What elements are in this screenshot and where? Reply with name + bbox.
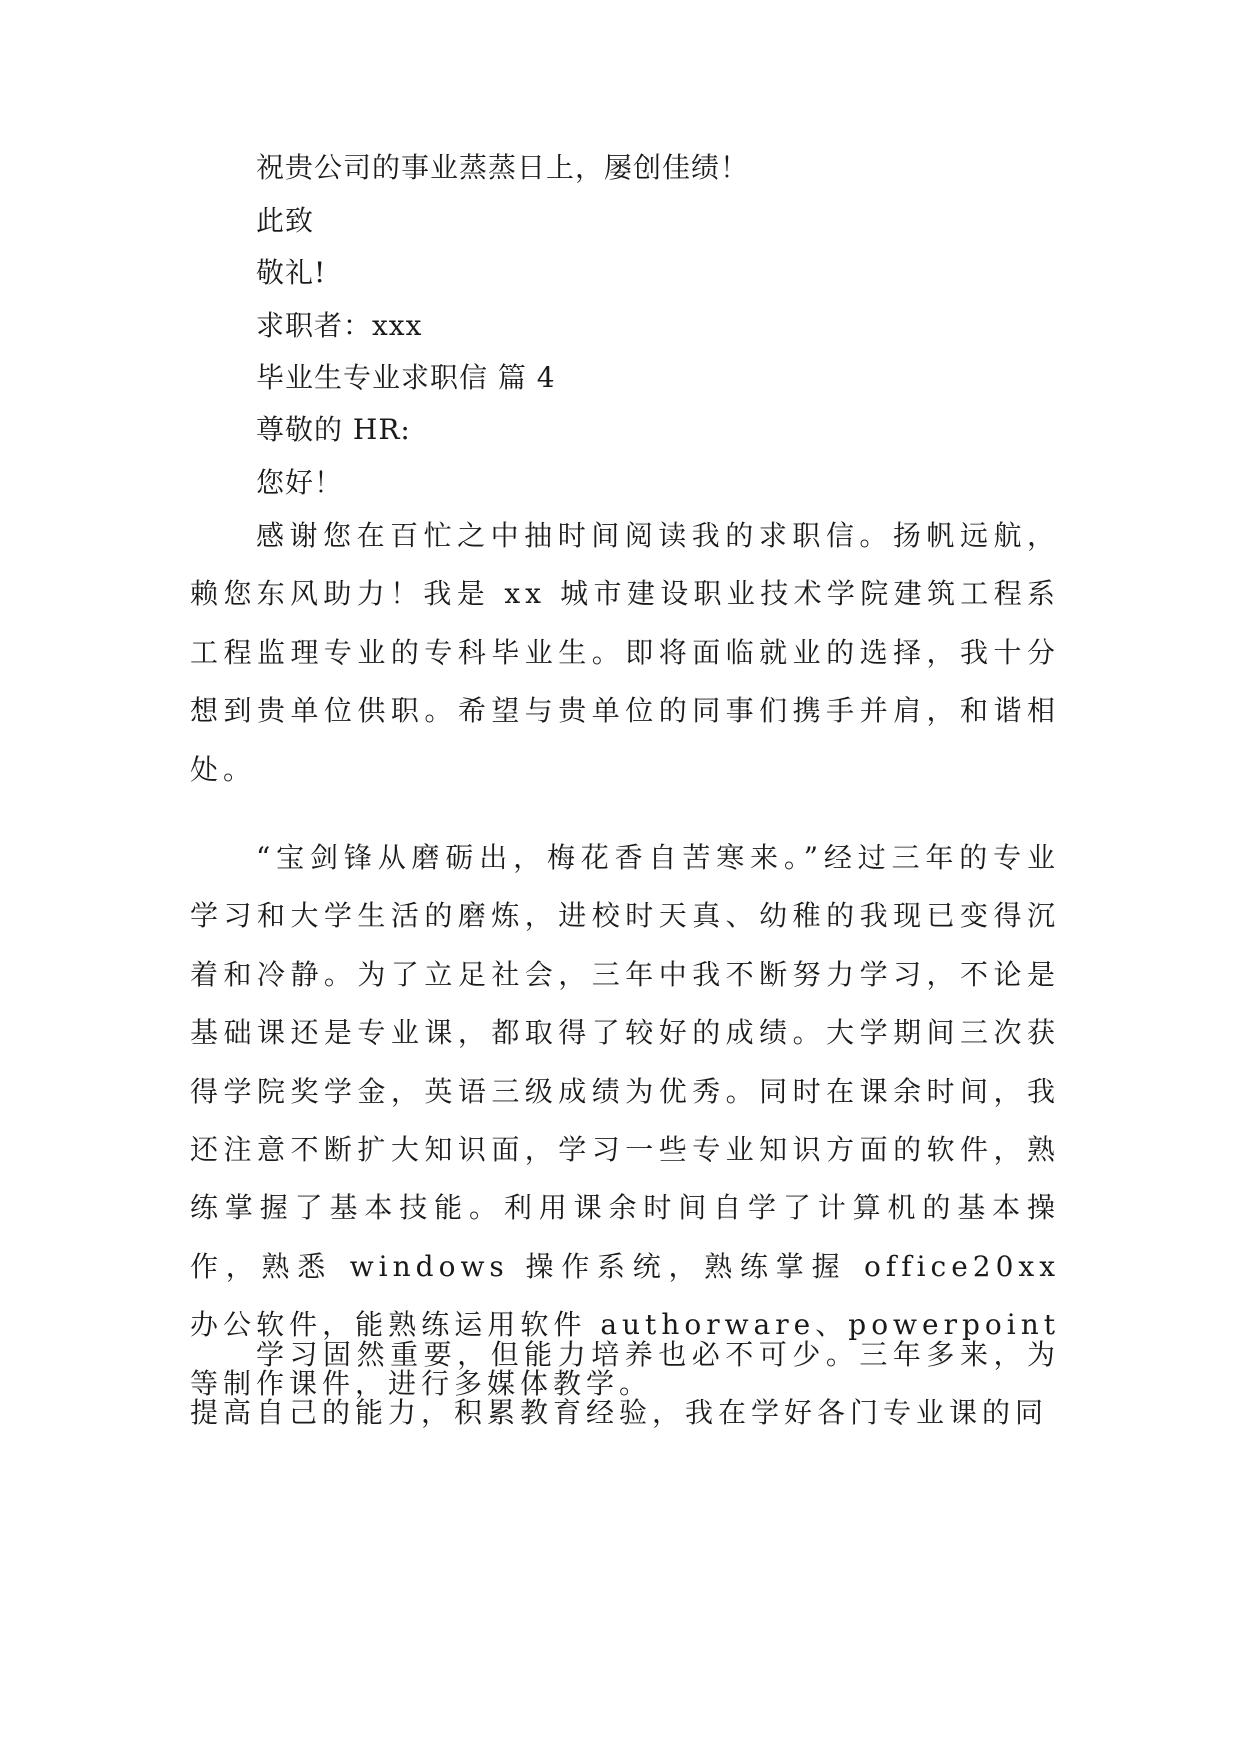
paragraph-ability: 学习固然重要，但能力培养也必不可少。三年多来，为提高自己的能力，积累教育经验，我在学好各门专业课的同 [190,1338,1060,1430]
signature-line: 求职者：xxx [256,309,423,342]
salutation-jingli: 敬礼! [256,256,327,289]
paragraph-study: “宝剑锋从磨砺出，梅花香自苦寒来。”经过三年的专业学习和大学生活的磨炼，进校时天真、幼稚的我现已变得沉着和冷静。为了立足社会，三年中我不断努力学习，不论是基础课还是专业课，都取得了较好的成绩。大学期间三次获得学院奖学金，英语三级成绩为优秀。同时在课余时间，我还注意不断扩大知识面，学习一些专业知识方面的软件，熟练掌握了基本技能。利用课余时间自学了计算机的基本操作，熟悉 windows 操作系统，熟练掌握 office20xx 办公软件，能熟练运用软件 authorware、powerpoint 等制作课件，进行多媒体教学。 [190,841,1060,1400]
greeting-hello: 您好！ [256,466,344,499]
greeting-recipient: 尊敬的 HR: [256,413,411,446]
salutation-cizhi: 此致 [256,204,315,237]
section-heading: 毕业生专业求职信 篇 4 [256,361,556,394]
closing-wish: 祝贵公司的事业蒸蒸日上，屡创佳绩！ [256,151,750,184]
paragraph-intro: 感谢您在百忙之中抽时间阅读我的求职信。扬帆远航，赖您东风助力！我是 xx 城市建设职业技术学院建筑工程系工程监理专业的专科毕业生。即将面临就业的选择，我十分想到贵单位供职。希望与贵单位的同事们携手并肩，和谐相处。 [190,519,1060,786]
